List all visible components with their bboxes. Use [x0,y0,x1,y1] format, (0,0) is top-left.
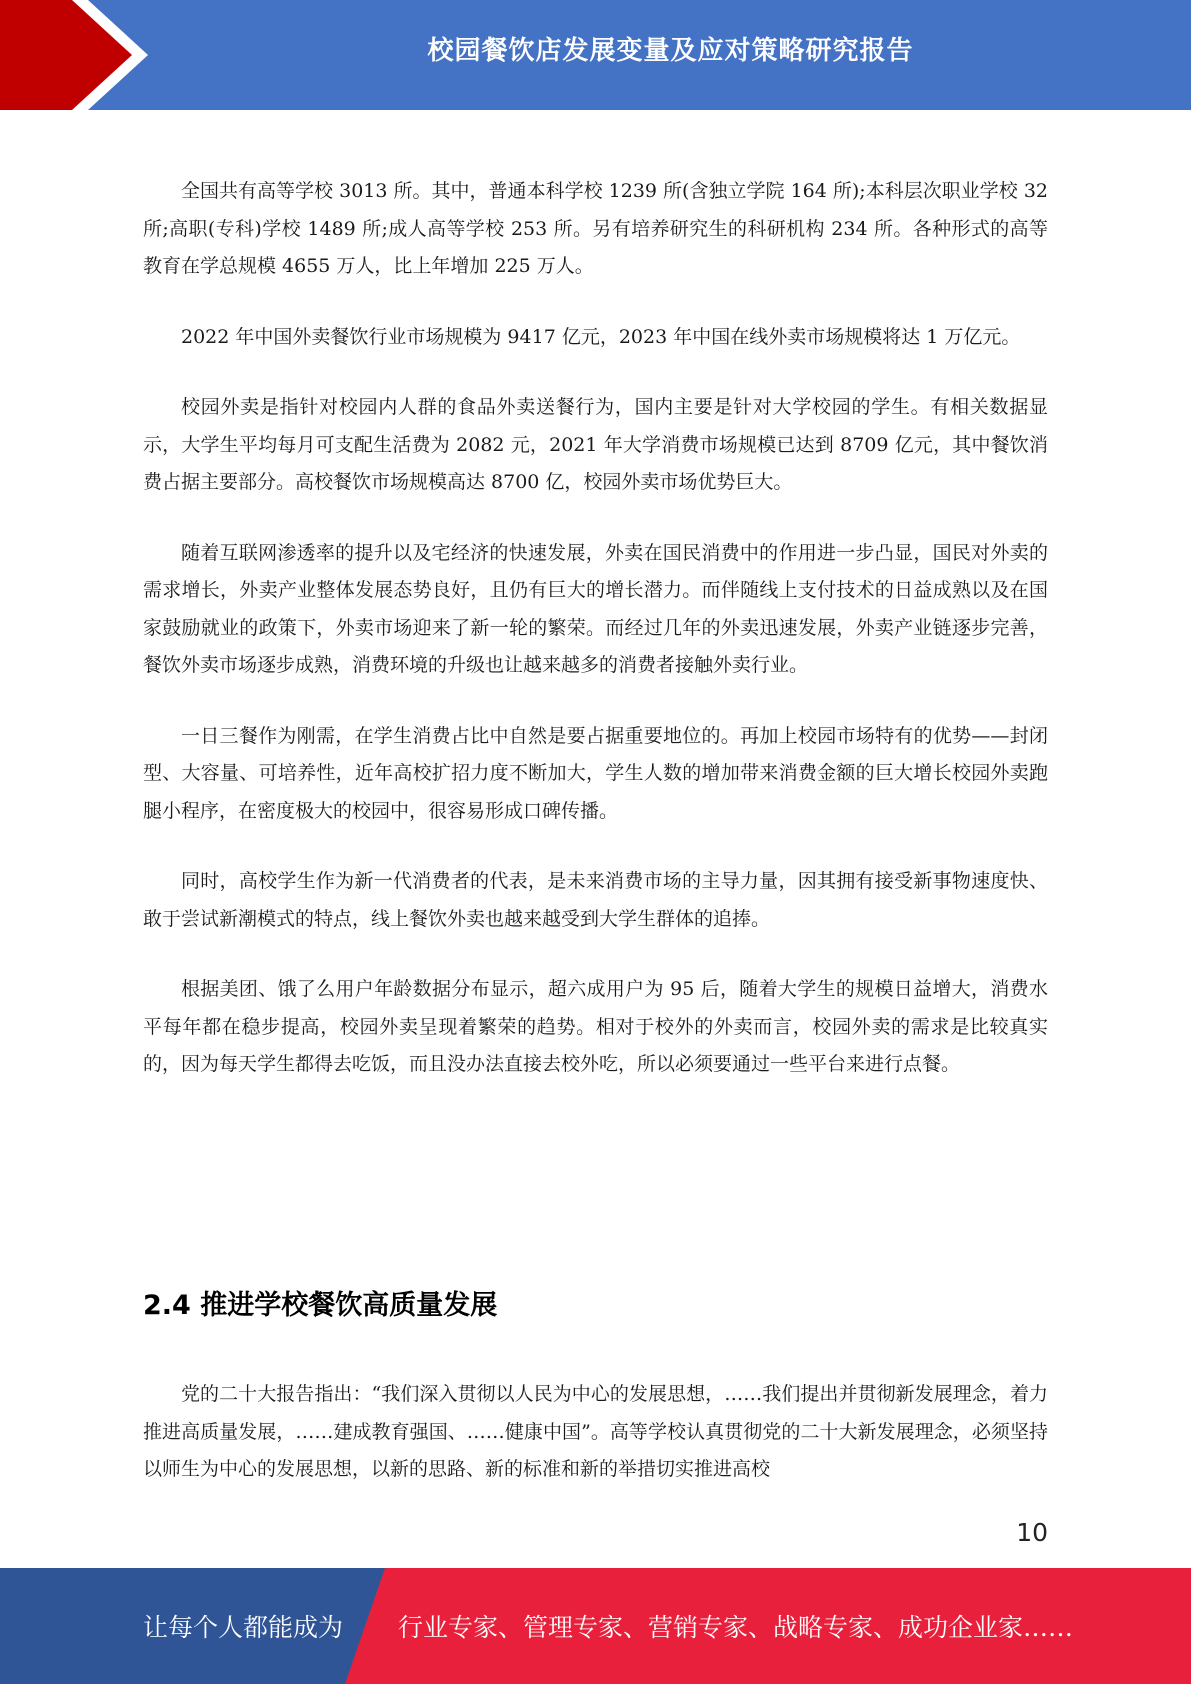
header-title: 校园餐饮店发展变量及应对策略研究报告 [427,35,914,66]
header-red-chevron [0,0,150,110]
paragraph-5: 一日三餐作为刚需，在学生消费占比中自然是要占据重要地位的。再加上校园市场特有的优势——封闭型、大容量、可培养性，近年高校扩招力度不断加大，学生人数的增加带来消费金额的巨大增长校园外卖跑腿小程序，在密度极大的校园中，很容易形成口碑传播。 [143,724,1048,822]
paragraph-2: 2022 年中国外卖餐饮行业市场规模为 9417 亿元，2023 年中国在线外卖市场规模将达 1 万亿元。 [181,325,1021,348]
page-footer [0,1568,1191,1684]
page-header [0,0,1191,110]
paragraph-4: 随着互联网渗透率的提升以及宅经济的快速发展，外卖在国民消费中的作用进一步凸显，国民对外卖的需求增长，外卖产业整体发展态势良好，且仍有巨大的增长潜力。而伴随线上支付技术的日益成熟以及在国家鼓励就业的政策下，外卖市场迎来了新一轮的繁荣。而经过几年的外卖迅速发展，外卖产业链逐步完善，餐饮外卖市场逐步成熟，消费环境的升级也让越来越多的消费者接触外卖行业。 [143,541,1048,676]
section-heading: 2.4 推进学校餐饮高质量发展 [143,1290,498,1321]
paragraph-6: 同时，高校学生作为新一代消费者的代表，是未来消费市场的主导力量，因其拥有接受新事物速度快、敢于尝试新潮模式的特点，线上餐饮外卖也越来越受到大学生群体的追捧。 [143,870,1048,930]
paragraph-1: 全国共有高等学校 3013 所。其中，普通本科学校 1239 所(含独立学院 164 所);本科层次职业学校 32 所;高职(专科)学校 1489 所;成人高等学校 253 所。另有培养研究生的科研机构 234 所。各种形式的高等教育在学总规模 4655 万人，比上年增加 225 万人。 [143,180,1048,277]
paragraph-3: 校园外卖是指针对校园内人群的食品外卖送餐行为，国内主要是针对大学校园的学生。有相关数据显示，大学生平均每月可支配生活费为 2082 元，2021 年大学消费市场规模已达到 8709 亿元，其中餐饮消费占据主要部分。高校餐饮市场规模高达 8700 亿，校园外卖市场优势巨大。 [143,396,1048,493]
footer-slogan-right: 行业专家、管理专家、营销专家、战略专家、成功企业家…… [398,1613,1074,1642]
main-content [143,173,1048,1117]
section-paragraph: 党的二十大报告指出：“我们深入贯彻以人民为中心的发展思想，……我们提出并贯彻新发展理念，着力推进高质量发展，……建成教育强国、……健康中国”。高等学校认真贯彻党的二十大新发展理念，必须坚持以师生为中心的发展思想，以新的思路、新的标准和新的举措切实推进高校 [143,1383,1048,1480]
footer-slogan-left: 让每个人都能成为 [143,1613,344,1642]
page-number: 10 [1016,1518,1048,1547]
section-content [143,1376,1048,1522]
paragraph-7: 根据美团、饿了么用户年龄数据分布显示，超六成用户为 95 后，随着大学生的规模日益增大，消费水平每年都在稳步提高，校园外卖呈现着繁荣的趋势。相对于校外的外卖而言，校园外卖的需求是比较真实的，因为每天学生都得去吃饭，而且没办法直接去校外吃，所以必须要通过一些平台来进行点餐。 [143,978,1048,1075]
